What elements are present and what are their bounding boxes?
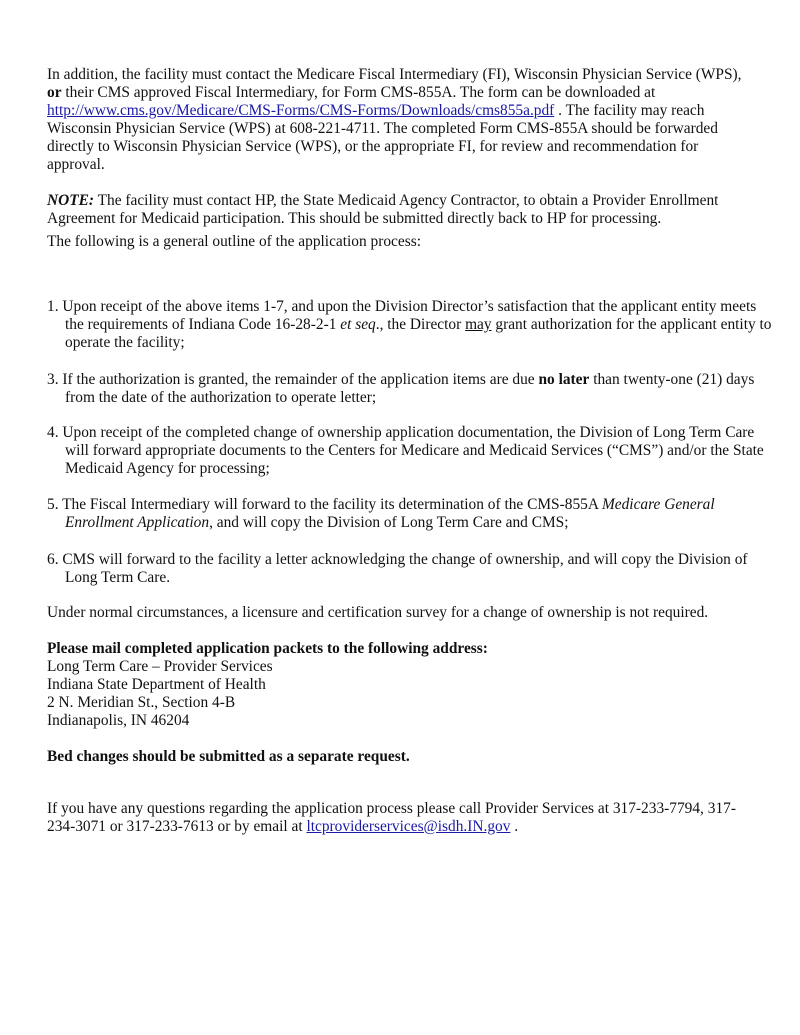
text: , and will copy the Division of Long Term Care and CMS; — [209, 514, 569, 531]
outline-intro: The following is a general outline of the application process: — [47, 233, 421, 250]
mailing-address-block — [47, 640, 759, 730]
italic-text: et seq — [340, 316, 376, 333]
contact-paragraph — [47, 800, 759, 836]
text: 3. If the authorization is granted, the remainder of the application items are due — [47, 371, 539, 388]
fi-paragraph — [47, 66, 759, 174]
email-link[interactable]: ltcproviderservices@isdh.IN.gov — [306, 818, 511, 835]
list-item — [47, 298, 777, 352]
list-item — [47, 551, 777, 587]
address-line: Indiana State Department of Health — [47, 676, 266, 693]
note-label: NOTE: — [47, 192, 95, 209]
italic-text: Medicare General Enrollment Application — [65, 496, 715, 531]
address-line: Indianapolis, IN 46204 — [47, 712, 190, 729]
text: . The facility may reach Wisconsin Physician Service (WPS) at 608-221-4711. The completed Form CMS-855A should be forwarded directly to Wisconsin Physician Service (WPS), or the appropriate FI, for review and recommendation for approval. — [47, 102, 718, 173]
survey-note: Under normal circumstances, a licensure and certification survey for a change of ownership is not required. — [47, 604, 709, 621]
text: 5. The Fiscal Intermediary will forward to the facility its determination of the CMS-855A — [47, 496, 602, 513]
text: . — [510, 818, 519, 835]
bed-changes-note: Bed changes should be submitted as a separate request. — [47, 748, 410, 765]
address-line: 2 N. Meridian St., Section 4-B — [47, 694, 236, 711]
text: 6. CMS will forward to the facility a letter acknowledging the change of ownership, and will copy the Division of Long Term Care. — [47, 551, 748, 586]
list-item — [47, 371, 777, 407]
address-line: Long Term Care – Provider Services — [47, 658, 273, 675]
text: their CMS approved Fiscal Intermediary, for Form CMS-855A. The form can be downloaded at — [61, 84, 656, 101]
text: In addition, the facility must contact the Medicare Fiscal Intermediary (FI), Wisconsin Physician Service (WPS), — [47, 66, 742, 83]
note-paragraph — [47, 192, 759, 228]
text: The facility must contact HP, the State Medicaid Agency Contractor, to obtain a Provider Enrollment Agreement for Medicaid participation. This should be submitted directly back to HP for processing. — [47, 192, 719, 227]
bold-text: no later — [538, 371, 590, 388]
underlined-text: may — [465, 316, 492, 333]
list-item — [47, 424, 777, 478]
list-item — [47, 496, 777, 532]
text: 4. Upon receipt of the completed change of ownership application documentation, the Division of Long Term Care will forward appropriate documents to the Centers for Medicare and Medicaid Services (“CMS”) and/or the State Medicaid Agency for processing; — [47, 424, 764, 477]
text: 1. Upon receipt of the above items 1-7, and upon the Division Director’s satisfaction that the applicant entity meets the requirements of Indiana Code 16-28-2-1 — [47, 298, 757, 333]
text: ., the Director — [375, 316, 466, 333]
text: than twenty-one (21) days from the date of the authorization to operate letter; — [65, 371, 755, 406]
text: If you have any questions regarding the application process please call Provider Services at 317-233-7794, 317-234-3071 or 317-233-7613 or by email at — [47, 800, 736, 835]
bold-or: or — [47, 84, 62, 101]
mail-heading: Please mail completed application packets to the following address: — [47, 640, 488, 657]
text: grant authorization for the applicant entity to operate the facility; — [65, 316, 772, 351]
cms-form-link[interactable]: http://www.cms.gov/Medicare/CMS-Forms/CMS-Forms/Downloads/cms855a.pdf — [47, 102, 555, 119]
